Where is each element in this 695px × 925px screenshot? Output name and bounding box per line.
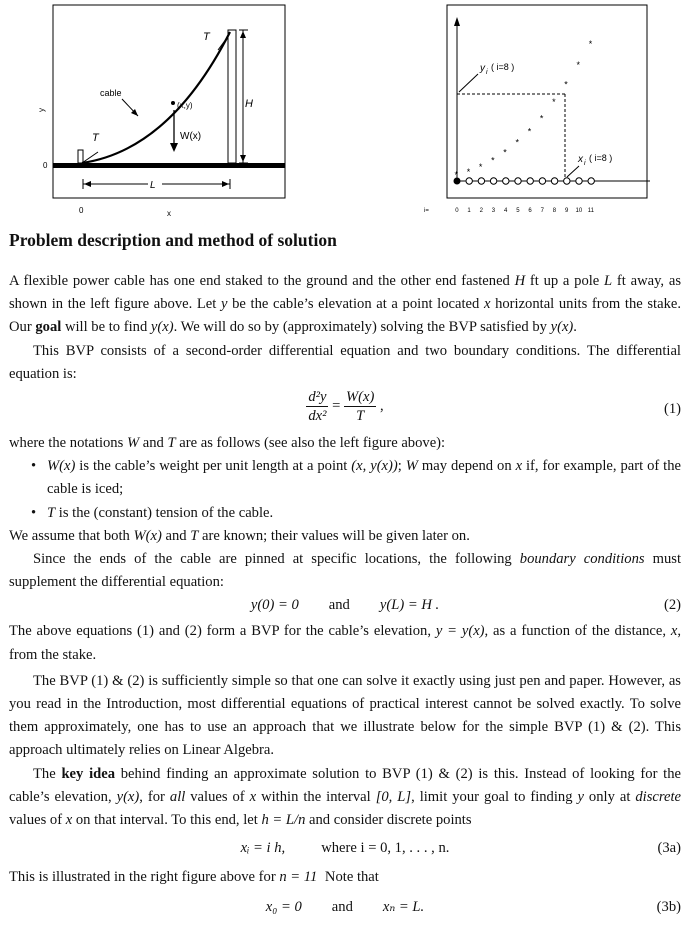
equation-2: y(0) = 0 and y(L) = H . (2) xyxy=(250,597,681,614)
index-prefix: i= xyxy=(424,208,429,214)
weight-arrow-head xyxy=(170,143,178,152)
paragraph-assume: We assume that both W(x) and T are known; their values will be given later on. xyxy=(9,527,470,544)
grid-point xyxy=(527,178,533,184)
data-star: * xyxy=(588,38,593,49)
label-height: H xyxy=(245,98,253,110)
grid-point xyxy=(503,178,509,184)
label-yi-sub: i xyxy=(486,69,488,76)
grid-point xyxy=(466,178,472,184)
index-tick-label: 10 xyxy=(575,208,583,214)
paragraph-illustration: This is illustrated in the right figure above for n = 11 Note that xyxy=(9,869,379,886)
discretization-diagram xyxy=(415,0,650,228)
index-tick-label: 4 xyxy=(504,208,508,214)
paragraph-key-idea: The key idea behind finding an approximate solution to BVP (1) & (2) is this. Instead of looking for the cable’s elevation, y(x), for all values of x within the interval [0, L], limit your goal to finding y only at discrete values of x on that interval. To this end, let h = L/n and consider discrete points xyxy=(9,765,682,829)
index-tick-label: 11 xyxy=(587,208,594,214)
ground xyxy=(53,163,285,168)
paragraph-simple: The BVP (1) & (2) is sufficiently simple so that one can solve it exactly using just pen and paper. However, as you read in the Introduction, most differential equations of practical interest cannot be solved exactly. To solve them approximately, one has to use an approach that we illustrate below for the simple BVP (1) & (2). This approach ultimately relies on Linear Algebra. xyxy=(9,672,681,759)
equation-3a: xᵢ = i h, where i = 0, 1, . . . , n. (3a) xyxy=(240,840,681,857)
axis-x-label: x xyxy=(167,209,171,218)
data-star: * xyxy=(552,97,556,108)
stake xyxy=(78,150,83,163)
grid-point xyxy=(564,178,570,184)
index-tick-label: 1 xyxy=(467,208,471,214)
index-ticks xyxy=(455,208,594,214)
paragraph-notations: where the notations W and T are as follows (see also the left figure above): xyxy=(9,435,446,452)
pole xyxy=(228,30,236,163)
point-xy xyxy=(171,101,175,105)
notation-list xyxy=(9,455,681,525)
data-star: * xyxy=(564,79,568,90)
label-tension-top: T xyxy=(203,31,210,43)
paragraph-bvp-form: The above equations (1) and (2) form a BVP for the cable’s elevation, y = y(x), as a function of the distance, x, from the stake. xyxy=(9,623,681,663)
data-star: * xyxy=(576,59,581,70)
label-xi-idx: ( i=8 ) xyxy=(589,153,613,163)
grid-point xyxy=(588,178,594,184)
index-tick-label: 2 xyxy=(479,208,483,214)
equation-3b: x₀ = 0 and xₙ = L. (3b) xyxy=(265,899,681,916)
label-xi: x xyxy=(578,154,583,165)
grid-point xyxy=(539,178,545,184)
data-star: * xyxy=(515,137,520,148)
left-figure xyxy=(30,0,290,228)
label-yi: y xyxy=(480,63,485,74)
frame xyxy=(447,5,647,198)
paragraph-intro: A flexible power cable has one end staked to the ground and the other end fastened H ft up a pole L ft away, as shown in the left figure above. Let y be the cable’s elevation at a point located x horizontal units from the stake. Our goal will be to find y(x). We will do so by (approximately) solving the BVP satisfied by y(x). xyxy=(9,273,681,336)
index-tick-label: 3 xyxy=(491,208,496,214)
paragraph-boundary: Since the ends of the cable are pinned at specific locations, the following boundary conditions must supplement the differential equation: xyxy=(9,551,681,591)
axis-y-label: y xyxy=(37,108,46,112)
tick-x0: 0 xyxy=(79,206,84,215)
grid-point xyxy=(515,178,521,184)
data-stars xyxy=(455,39,593,180)
data-star: * xyxy=(454,170,459,180)
label-cable: cable xyxy=(100,88,122,98)
label-weight: W(x) xyxy=(180,131,202,142)
data-star: * xyxy=(539,113,544,124)
label-point: (x,y) xyxy=(177,101,193,110)
article-body xyxy=(9,228,681,919)
equation-1: $\frac{\text{d²y}}{\text{dx²}}$ = $\frac{W(x)}{T}$ , (1) xyxy=(308,389,681,425)
label-tension-left: T xyxy=(92,132,99,144)
grid-point xyxy=(551,178,557,184)
index-tick-label: 8 xyxy=(552,208,557,214)
grid-point xyxy=(576,178,582,184)
cable-diagram xyxy=(30,0,290,228)
yi-pointer xyxy=(459,74,478,92)
section-title: Problem description and method of solution xyxy=(9,230,337,250)
list-item: • W(x) is the cable’s weight per unit length at a point (x, y(x)); W may depend on x if, for example, part of the cable is iced; xyxy=(47,455,681,501)
right-figure xyxy=(415,0,650,228)
xi-pointer xyxy=(567,166,579,177)
index-tick-label: 0 xyxy=(455,208,459,214)
tension-top-arrow xyxy=(218,35,229,50)
data-star: * xyxy=(478,161,483,172)
index-tick-label: 7 xyxy=(540,208,544,214)
data-star: * xyxy=(466,166,471,177)
data-star: * xyxy=(503,147,507,158)
grid-point xyxy=(490,178,496,184)
grid-point xyxy=(478,178,484,184)
data-star: * xyxy=(527,126,532,137)
index-tick-label: 5 xyxy=(516,208,520,214)
data-star: * xyxy=(491,155,495,166)
paragraph-bvp: This BVP consists of a second-order differential equation and two boundary conditions. The differential equation is: xyxy=(9,342,681,382)
tick-y0: 0 xyxy=(43,161,48,170)
label-xi-sub: i xyxy=(584,160,586,167)
list-item: • T is the (constant) tension of the cable. xyxy=(47,502,681,525)
label-length: L xyxy=(150,180,156,191)
label-yi-idx: ( i=8 ) xyxy=(491,62,515,72)
index-tick-label: 6 xyxy=(528,208,532,214)
index-tick-label: 9 xyxy=(565,208,569,214)
